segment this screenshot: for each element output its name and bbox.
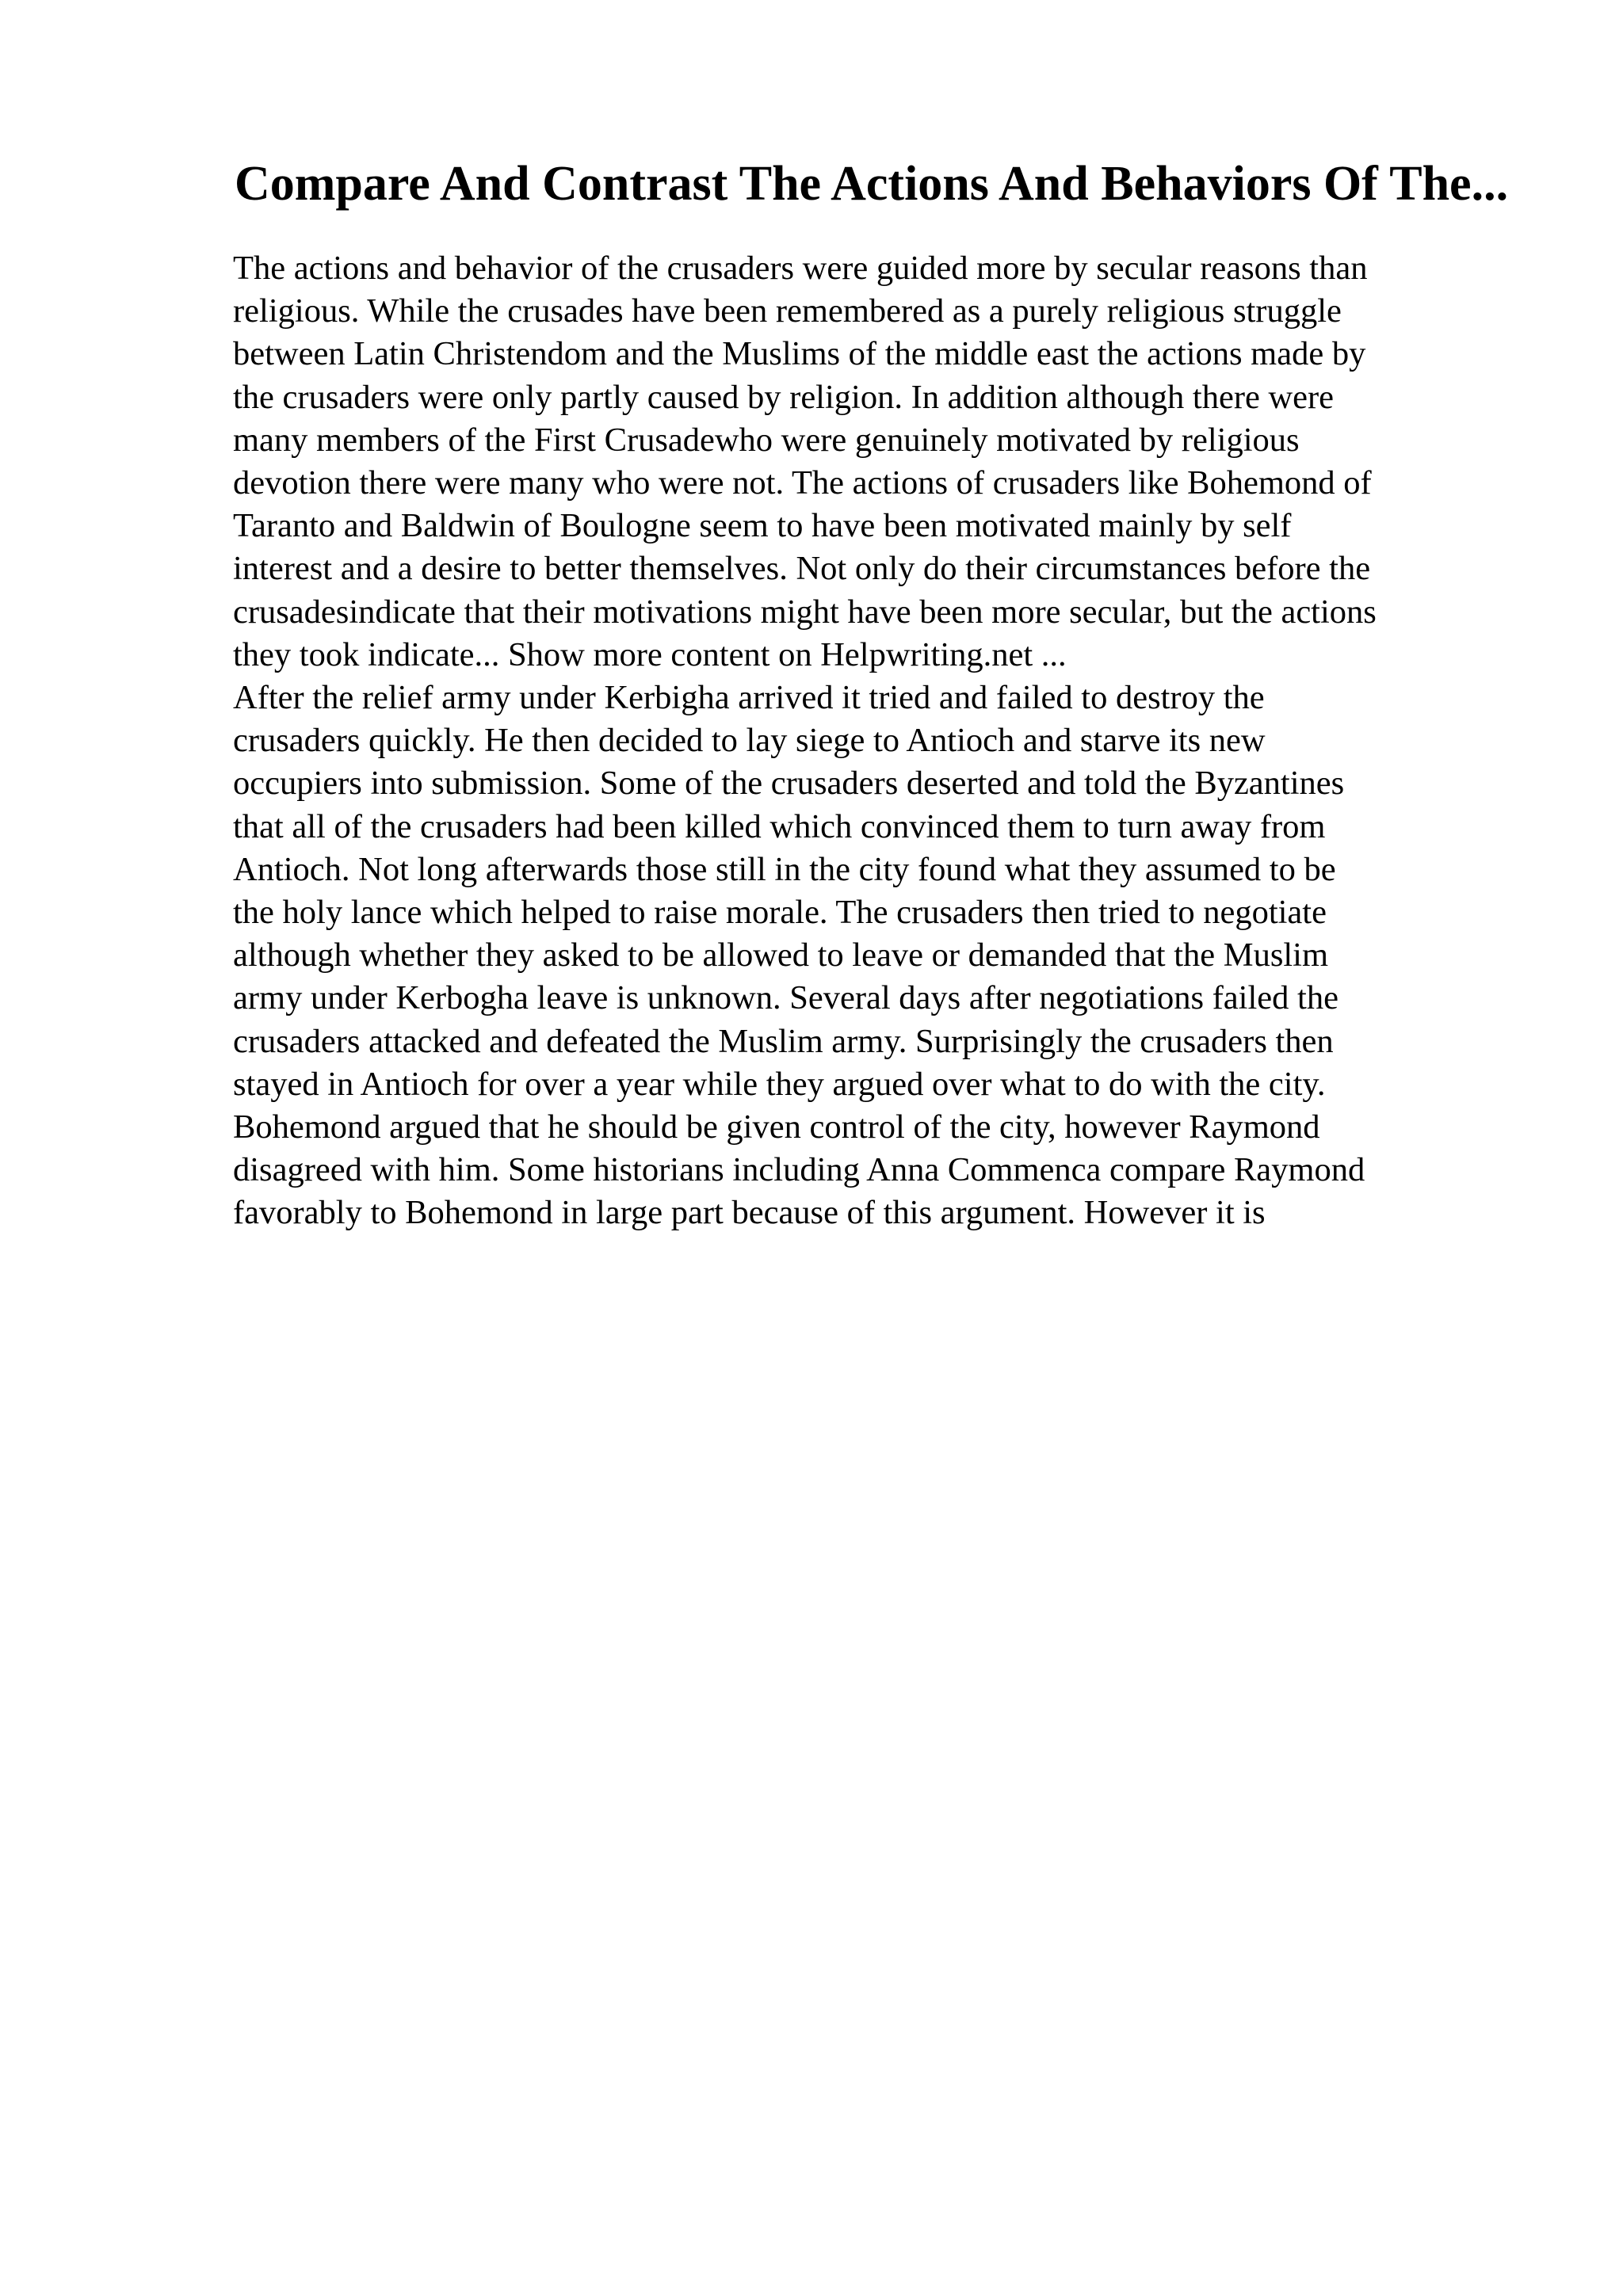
text-line: that all of the crusaders had been killed which convinced them to turn away from (233, 807, 1326, 845)
text-line: disagreed with him. Some historians including Anna Commenca compare Raymond (233, 1151, 1365, 1189)
text-line: occupiers into submission. Some of the crusaders deserted and told the Byzantines (233, 765, 1345, 803)
text-line: the crusaders were only partly caused by religion. In addition although there were (233, 378, 1335, 416)
text-line: crusaders attacked and defeated the Muslim army. Surprisingly the crusaders then (233, 1022, 1334, 1060)
paragraph-1 (233, 247, 1517, 677)
text-line: crusadesindicate that their motivations might have been more secular, but the actions (233, 593, 1377, 631)
text-line: The actions and behavior of the crusaders were guided more by secular reasons than (233, 250, 1368, 287)
text-line: they took indicate... Show more content on Helpwriting.net ... (233, 635, 1067, 673)
text-line: Antioch. Not long afterwards those still in the city found what they assumed to be (233, 850, 1336, 888)
text-line: favorably to Bohemond in large part because of this argument. However it is (233, 1194, 1266, 1232)
text-line: many members of the First Crusadewho were genuinely motivated by religious (233, 421, 1300, 459)
text-line: stayed in Antioch for over a year while they argued over what to do with the city. (233, 1065, 1326, 1103)
text-line: Bohemond argued that he should be given control of the city, however Raymond (233, 1108, 1320, 1146)
text-line: the holy lance which helped to raise morale. The crusaders then tried to negotiate (233, 894, 1327, 932)
text-line: devotion there were many who were not. The actions of crusaders like Bohemond of (233, 464, 1372, 502)
text-line: army under Kerbogha leave is unknown. Several days after negotiations failed the (233, 979, 1338, 1017)
text-line: interest and a desire to better themselves. Not only do their circumstances before the (233, 550, 1371, 588)
text-line: although whether they asked to be allowed to leave or demanded that the Muslim (233, 936, 1329, 974)
text-line: After the relief army under Kerbigha arrived it tried and failed to destroy the (233, 679, 1265, 717)
document-title: Compare And Contrast The Actions And Behaviors Of The... (235, 157, 1509, 211)
text-line: religious. While the crusades have been remembered as a purely religious struggle (233, 292, 1342, 330)
paragraph-2 (233, 677, 1517, 1235)
text-line: crusaders quickly. He then decided to lay siege to Antioch and starve its new (233, 722, 1266, 760)
document-body (233, 247, 1517, 1235)
text-line: between Latin Christendom and the Muslims of the middle east the actions made by (233, 335, 1366, 373)
text-line: Taranto and Baldwin of Boulogne seem to have been motivated mainly by self (233, 507, 1292, 545)
